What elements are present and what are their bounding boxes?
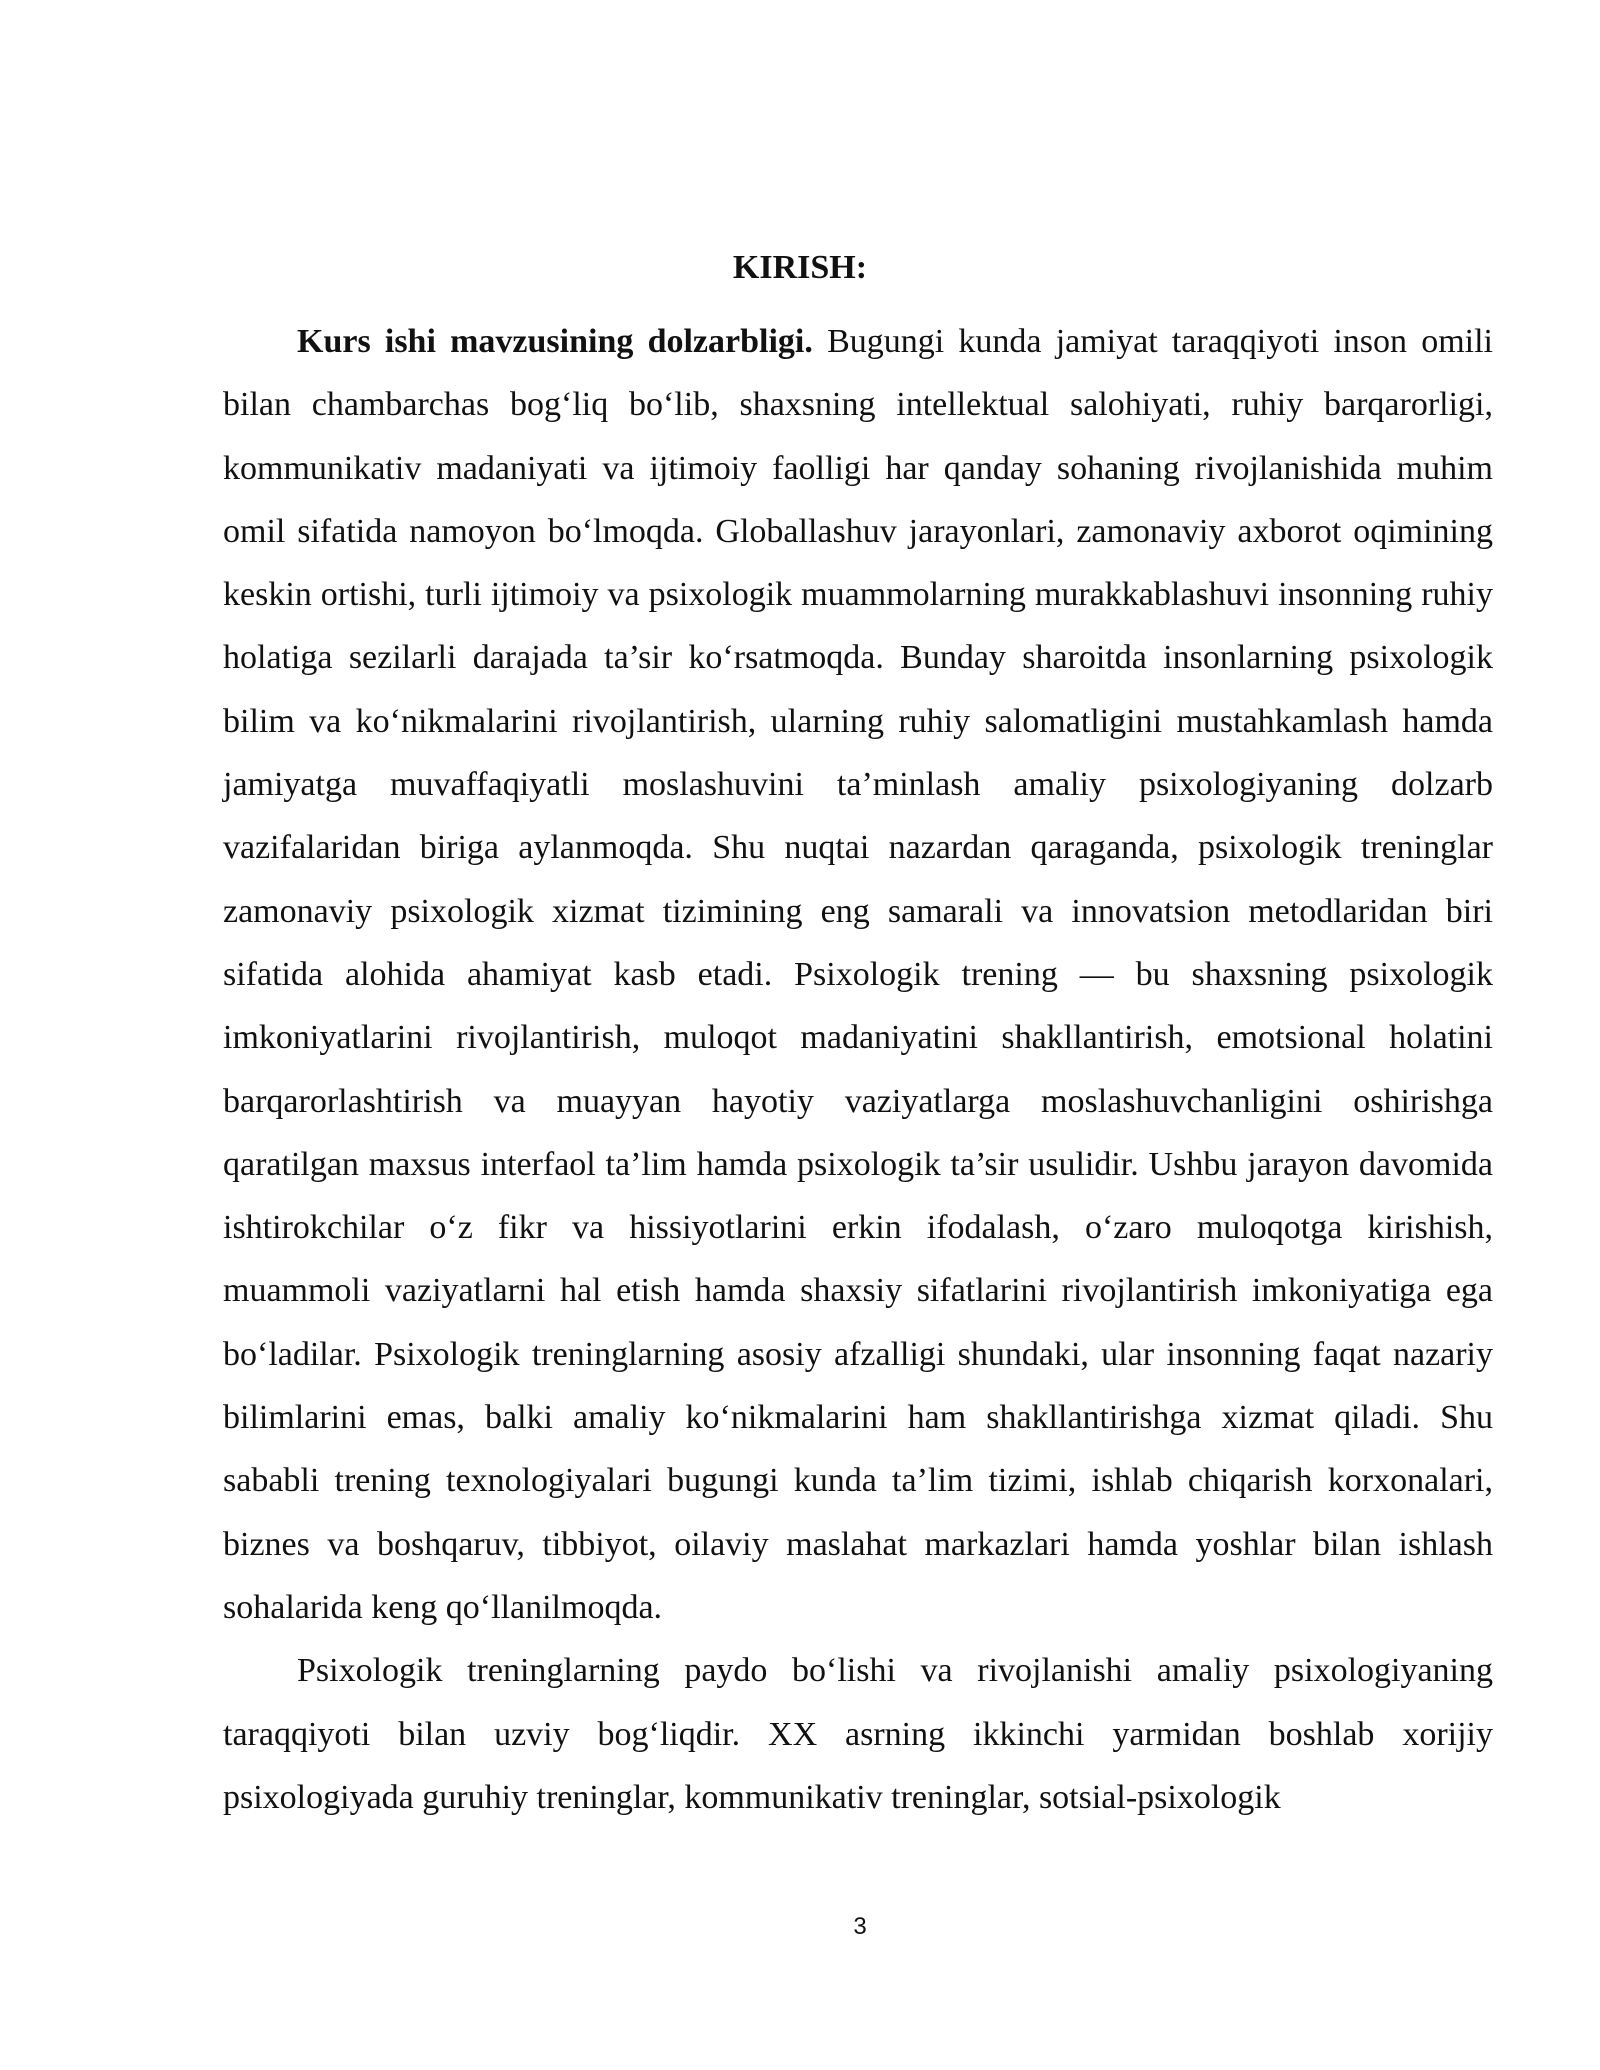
section-heading: KIRISH: bbox=[732, 249, 868, 286]
paragraph-history bbox=[223, 1639, 1493, 1829]
paragraph-text: Bugungi kunda jamiyat taraqqiyoti inson omili bilan chambarchas bog‘liq bo‘lib, shaxsning intellektual salohiyati, ruhiy barqarorligi, kommunikativ madaniyati va ijtimoiy faolligi har qanday sohaning rivojlanishida muhim omil sifatida namoyon bo‘lmoqda. Globallashuv jarayonlari, zamonaviy axborot oqimining keskin ortishi, turli ijtimoiy va psixologik muammolarning murakkablashuvi insonning ruhiy holatiga sezilarli darajada ta’sir ko‘rsatmoqda. Bunday sharoitda insonlarning psixologik bilim va ko‘nikmalarini rivojlantirish, ularning ruhiy salomatligini mustahkamlash hamda jamiyatga muvaffaqiyatli moslashuvini ta’minlash amaliy psixologiyaning dolzarb vazifalaridan biriga aylanmoqda. Shu nuqtai nazardan qaraganda, psixologik treninglar zamonaviy psixologik xizmat tizimining eng samarali va innovatsion metodlaridan biri sifatida alohida ahamiyat kasb etadi. Psixologik trening — bu shaxsning psixologik imkoniyatlarini rivojlantirish, muloqot madaniyatini shakllantirish, emotsional holatini barqarorlashtirish va muayyan hayotiy vaziyatlarga moslashuvchanligini oshirishga qaratilgan maxsus interfaol ta’lim hamda psixologik ta’sir usulidir. Ushbu jarayon davomida ishtirokchilar o‘z fikr va hissiyotlarini erkin ifodalash, o‘zaro muloqotga kirishish, muammoli vaziyatlarni hal etish hamda shaxsiy sifatlarini rivojlantirish imkoniyatiga ega bo‘ladilar. Psixologik treninglarning asosiy afzalligi shundaki, ular insonning faqat nazariy bilimlarini emas, balki amaliy ko‘nikmalarini ham shakllantirishga xizmat qiladi. Shu sababli trening texnologiyalari bugungi kunda ta’lim tizimi, ishlab chiqarish korxonalari, biznes va boshqaruv, tibbiyot, oilaviy maslahat markazlari hamda yoshlar bilan ishlash sohalarida keng qo‘llanilmoqda. bbox=[223, 323, 1494, 1626]
page-number: 3 bbox=[853, 1913, 867, 1940]
paragraph-relevance bbox=[223, 310, 1493, 1639]
paragraph-text: Psixologik treninglarning paydo bo‘lishi va rivojlanishi amaliy psixologiyaning taraqqiyoti bilan uzviy bog‘liqdir. XX asrning ikkinchi yarmidan boshlab xorijiy psixologiyada guruhiy treninglar, kommunikativ treninglar, sotsial-psixologik bbox=[223, 1652, 1493, 1816]
body-text bbox=[223, 310, 1493, 1829]
paragraph-lead: Kurs ishi mavzusining dolzarbligi. bbox=[297, 323, 813, 360]
